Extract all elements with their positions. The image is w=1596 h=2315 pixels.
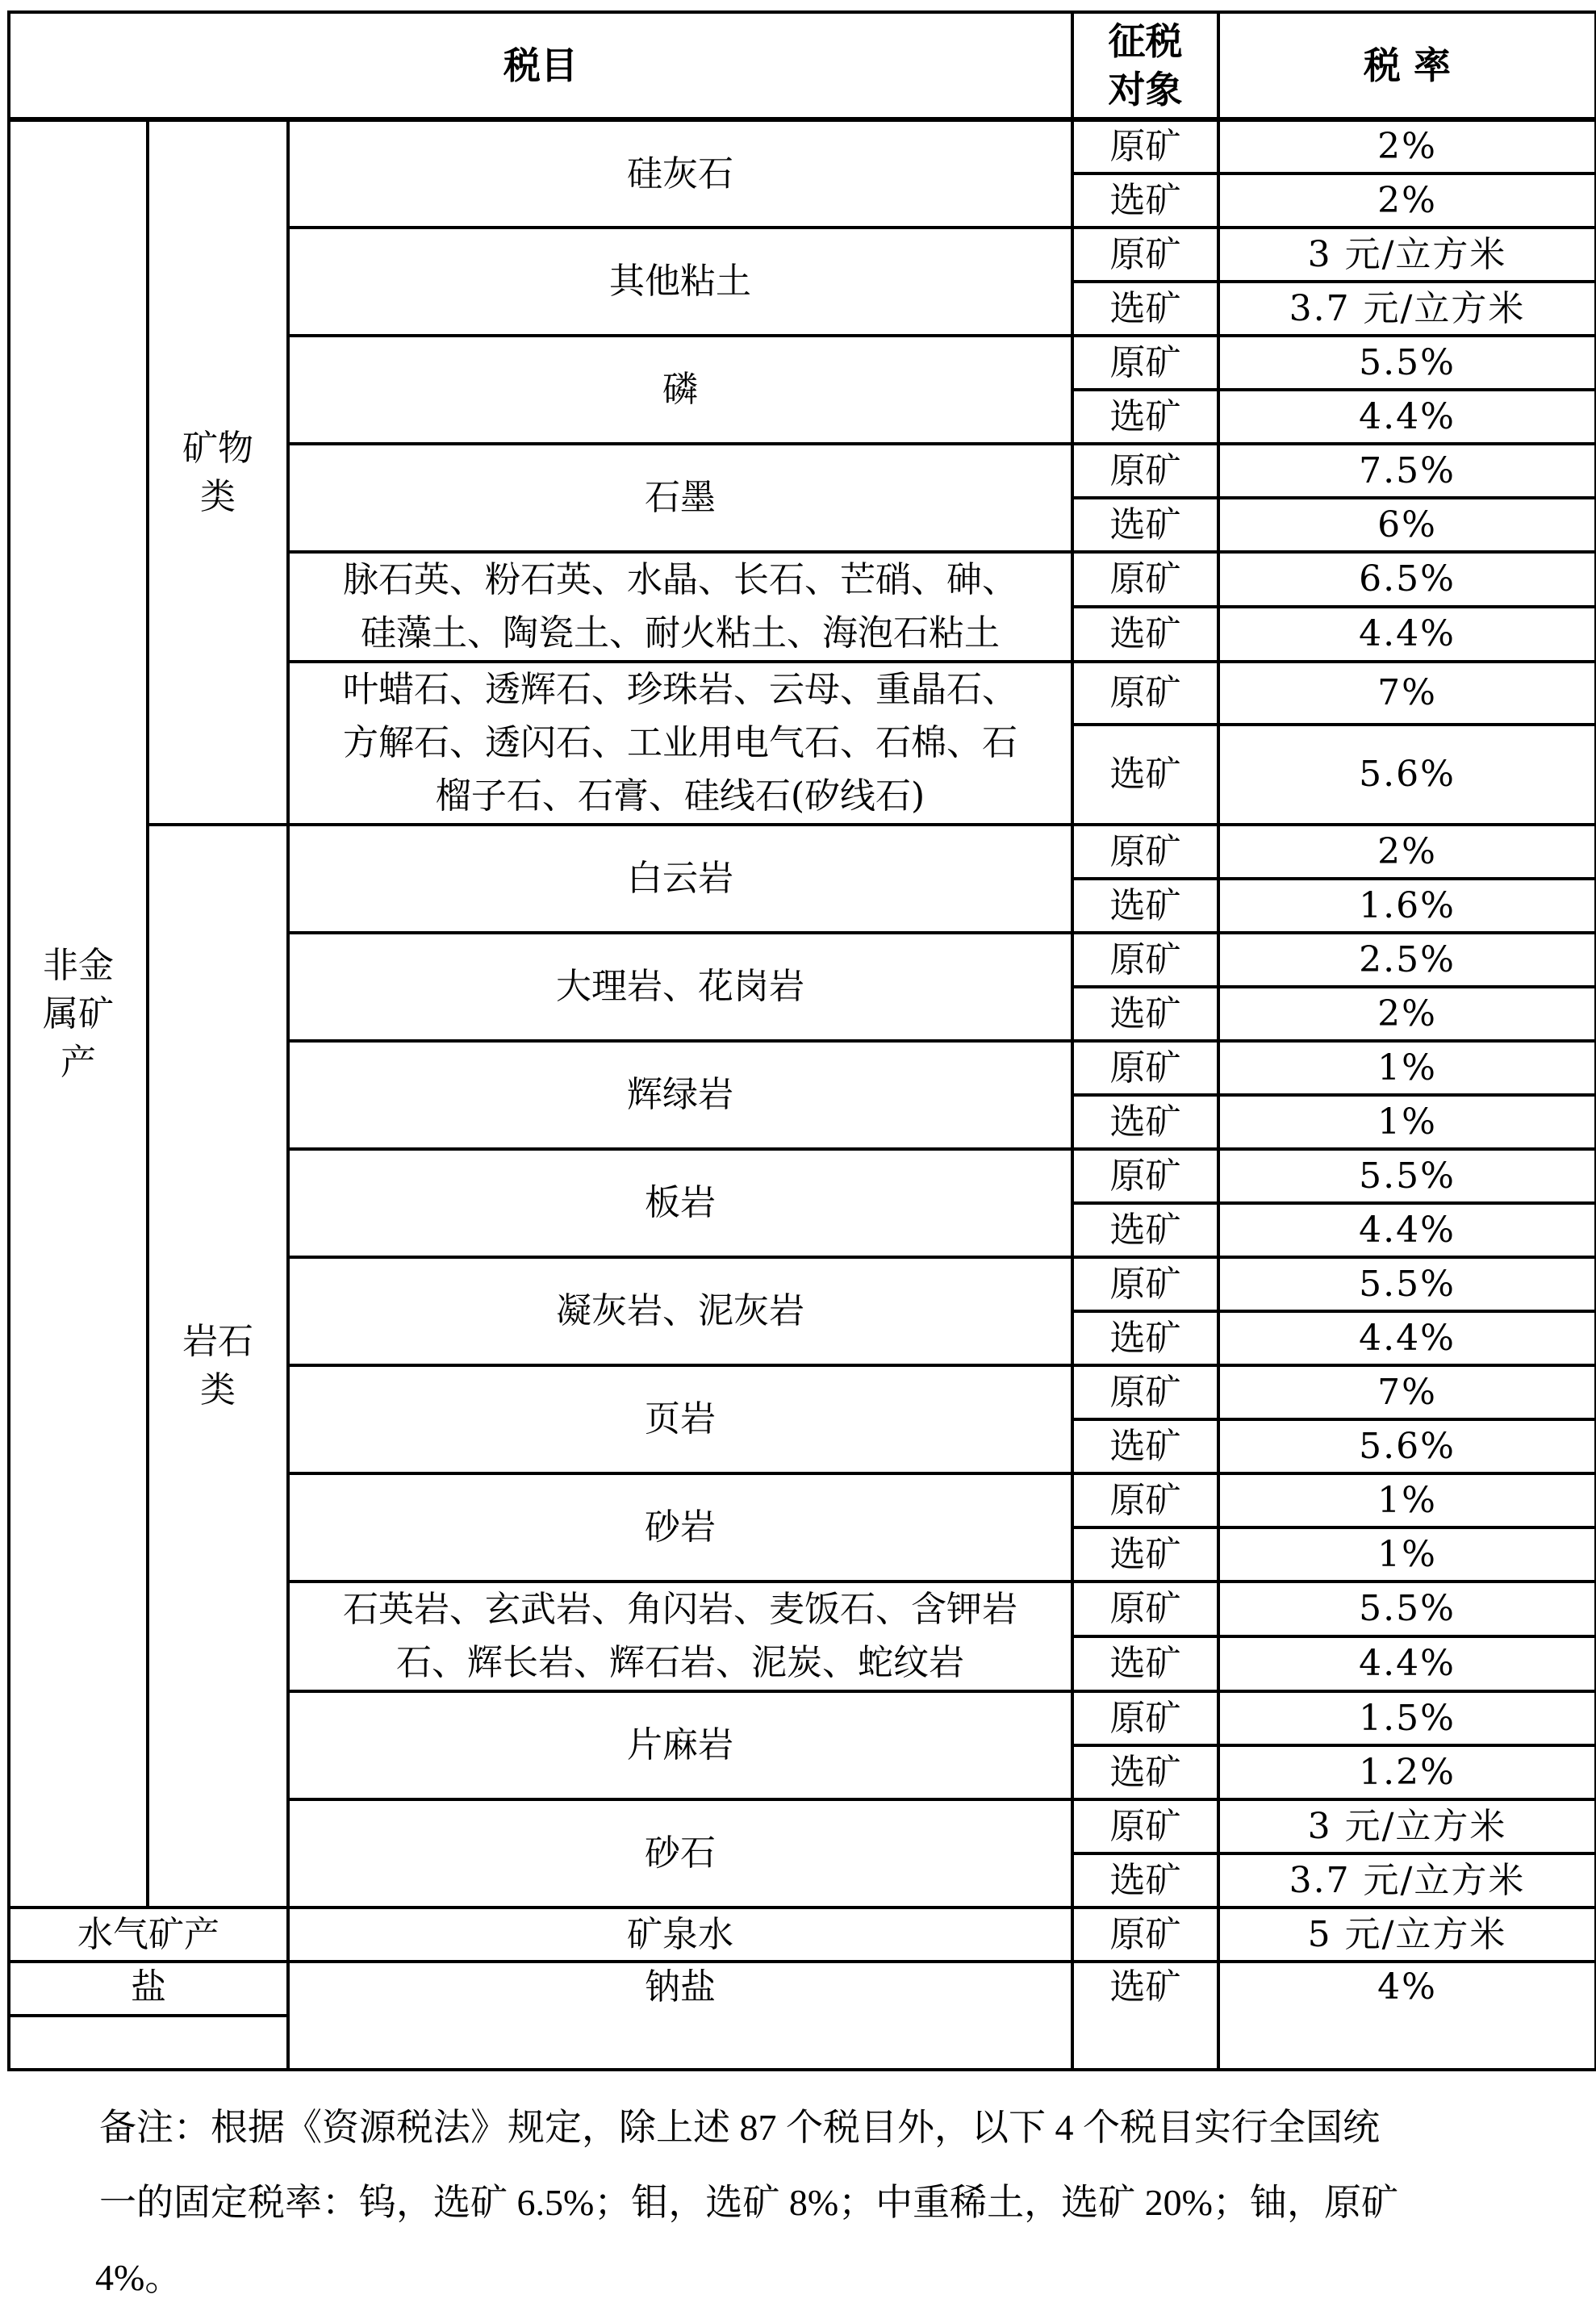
tax-rate: 1% [1218,1041,1596,1095]
tax-object: 选矿 [1072,1745,1218,1799]
empty-cell [9,2016,288,2070]
tax-object: 原矿 [1072,1799,1218,1853]
tax-object: 选矿 [1072,173,1218,228]
tax-rate: 6.5% [1218,552,1596,607]
tax-item-line: 方解石、透闪石、工业用电气石、石棉、石 [343,722,1017,763]
tax-item: 其他粘土 [288,228,1072,336]
tax-rate: 6% [1218,498,1596,552]
tax-rate: 5.6% [1218,1419,1596,1473]
tax-item-multiline [288,552,1072,662]
category-salt: 盐 [9,1962,288,2016]
tax-object: 原矿 [1072,1041,1218,1095]
tax-rate: 7% [1218,662,1596,725]
tax-rate: 5 元/立方米 [1218,1908,1596,1962]
tax-rate: 2% [1218,173,1596,228]
subcategory-line: 类 [200,1369,236,1410]
header-tax-item: 税目 [9,12,1072,119]
tax-object: 原矿 [1072,444,1218,498]
tax-item-line: 脉石英、粉石英、水晶、长石、芒硝、砷、 [343,559,1017,600]
tax-item: 大理岩、花岗岩 [288,933,1072,1041]
tax-object: 选矿 [1072,1311,1218,1365]
tax-rate: 2% [1218,987,1596,1041]
tax-item: 钠盐 [288,1962,1072,2070]
tax-rate: 5.5% [1218,1582,1596,1636]
tax-object: 原矿 [1072,1691,1218,1745]
category-nonmetal [9,119,148,1908]
tax-object: 原矿 [1072,662,1218,725]
notes-line: 一的固定税率：钨，选矿 6.5%；钼，选矿 8%；中重稀土，选矿 20%；铀，原矿 [99,2182,1398,2223]
notes [95,2090,1519,2315]
tax-rate: 4% [1218,1962,1596,2070]
tax-object: 选矿 [1072,879,1218,933]
tax-item: 凝灰岩、泥灰岩 [288,1257,1072,1365]
tax-item-line: 石英岩、玄武岩、角闪岩、麦饭石、含钾岩 [343,1589,1017,1630]
tax-item: 硅灰石 [288,119,1072,228]
tax-item: 矿泉水 [288,1908,1072,1962]
tax-item-line: 榴子石、石膏、硅线石(矽线石) [435,775,925,817]
tax-rate: 3.7 元/立方米 [1218,1853,1596,1908]
tax-item-line: 石、辉长岩、辉石岩、泥炭、蛇纹岩 [396,1642,964,1683]
tax-object: 选矿 [1072,1203,1218,1257]
tax-rate: 3.7 元/立方米 [1218,282,1596,336]
tax-object: 原矿 [1072,1908,1218,1962]
tax-item: 砂岩 [288,1473,1072,1582]
tax-item: 砂石 [288,1799,1072,1908]
category-line: 非金 [43,944,114,986]
tax-rate: 4.4% [1218,1311,1596,1365]
tax-object: 选矿 [1072,607,1218,662]
category-line: 属矿 [43,992,114,1034]
tax-object: 选矿 [1072,498,1218,552]
notes-line: 4%。 [95,2257,182,2298]
tax-item-multiline [288,662,1072,825]
resource-tax-table [7,10,1596,2071]
tax-object: 选矿 [1072,1095,1218,1149]
tax-rate: 3 元/立方米 [1218,1799,1596,1853]
tax-item-line: 叶蜡石、透辉石、珍珠岩、云母、重晶石、 [343,669,1017,710]
tax-object: 原矿 [1072,1582,1218,1636]
tax-rate: 4.4% [1218,1636,1596,1691]
notes-line: 备注：根据《资源税法》规定，除上述 87 个税目外，以下 4 个税目实行全国统 [99,2107,1380,2148]
tax-rate: 1.2% [1218,1745,1596,1799]
tax-item: 石墨 [288,444,1072,552]
tax-rate: 7% [1218,1365,1596,1419]
tax-object: 原矿 [1072,933,1218,987]
tax-item: 白云岩 [288,825,1072,933]
header-object-line: 对象 [1108,68,1183,111]
subcategory-rock [148,825,288,1908]
tax-rate: 2.5% [1218,933,1596,987]
tax-rate: 7.5% [1218,444,1596,498]
subcategory-line: 类 [200,475,236,517]
tax-object: 选矿 [1072,1527,1218,1582]
tax-object: 选矿 [1072,1419,1218,1473]
tax-item-multiline [288,1582,1072,1691]
category-line: 产 [61,1041,96,1083]
tax-rate: 5.5% [1218,1257,1596,1311]
tax-rate: 1% [1218,1473,1596,1527]
tax-item: 页岩 [288,1365,1072,1473]
subcategory-mineral [148,119,288,825]
tax-item: 辉绿岩 [288,1041,1072,1149]
tax-rate: 1% [1218,1527,1596,1582]
tax-rate: 2% [1218,825,1596,879]
header-tax-object [1072,12,1218,119]
tax-rate: 1% [1218,1095,1596,1149]
tax-rate: 2% [1218,119,1596,173]
tax-object: 选矿 [1072,390,1218,444]
tax-object: 选矿 [1072,725,1218,825]
tax-object: 原矿 [1072,228,1218,282]
category-water-gas: 水气矿产 [9,1908,288,1962]
tax-object: 选矿 [1072,1853,1218,1908]
header-tax-rate: 税 率 [1218,12,1596,119]
tax-rate: 3 元/立方米 [1218,228,1596,282]
tax-rate: 4.4% [1218,1203,1596,1257]
tax-rate: 5.5% [1218,1149,1596,1203]
tax-rate: 4.4% [1218,390,1596,444]
tax-object: 原矿 [1072,1473,1218,1527]
tax-item: 板岩 [288,1149,1072,1257]
tax-object: 原矿 [1072,119,1218,173]
subcategory-line: 矿物 [182,427,253,469]
tax-rate: 1.5% [1218,1691,1596,1745]
tax-object: 选矿 [1072,1962,1218,2070]
tax-rate: 4.4% [1218,607,1596,662]
tax-item: 片麻岩 [288,1691,1072,1799]
tax-item-line: 硅藻土、陶瓷土、耐火粘土、海泡石粘土 [361,612,1000,654]
tax-object: 原矿 [1072,336,1218,390]
subcategory-line: 岩石 [182,1321,253,1362]
header-object-line: 征税 [1108,19,1183,63]
tax-object: 原矿 [1072,1365,1218,1419]
tax-object: 选矿 [1072,1636,1218,1691]
tax-rate: 1.6% [1218,879,1596,933]
tax-object: 选矿 [1072,282,1218,336]
tax-rate: 5.5% [1218,336,1596,390]
tax-object: 原矿 [1072,825,1218,879]
tax-object: 原矿 [1072,552,1218,607]
tax-object: 原矿 [1072,1257,1218,1311]
tax-rate: 5.6% [1218,725,1596,825]
tax-object: 原矿 [1072,1149,1218,1203]
tax-object: 选矿 [1072,987,1218,1041]
tax-item: 磷 [288,336,1072,444]
